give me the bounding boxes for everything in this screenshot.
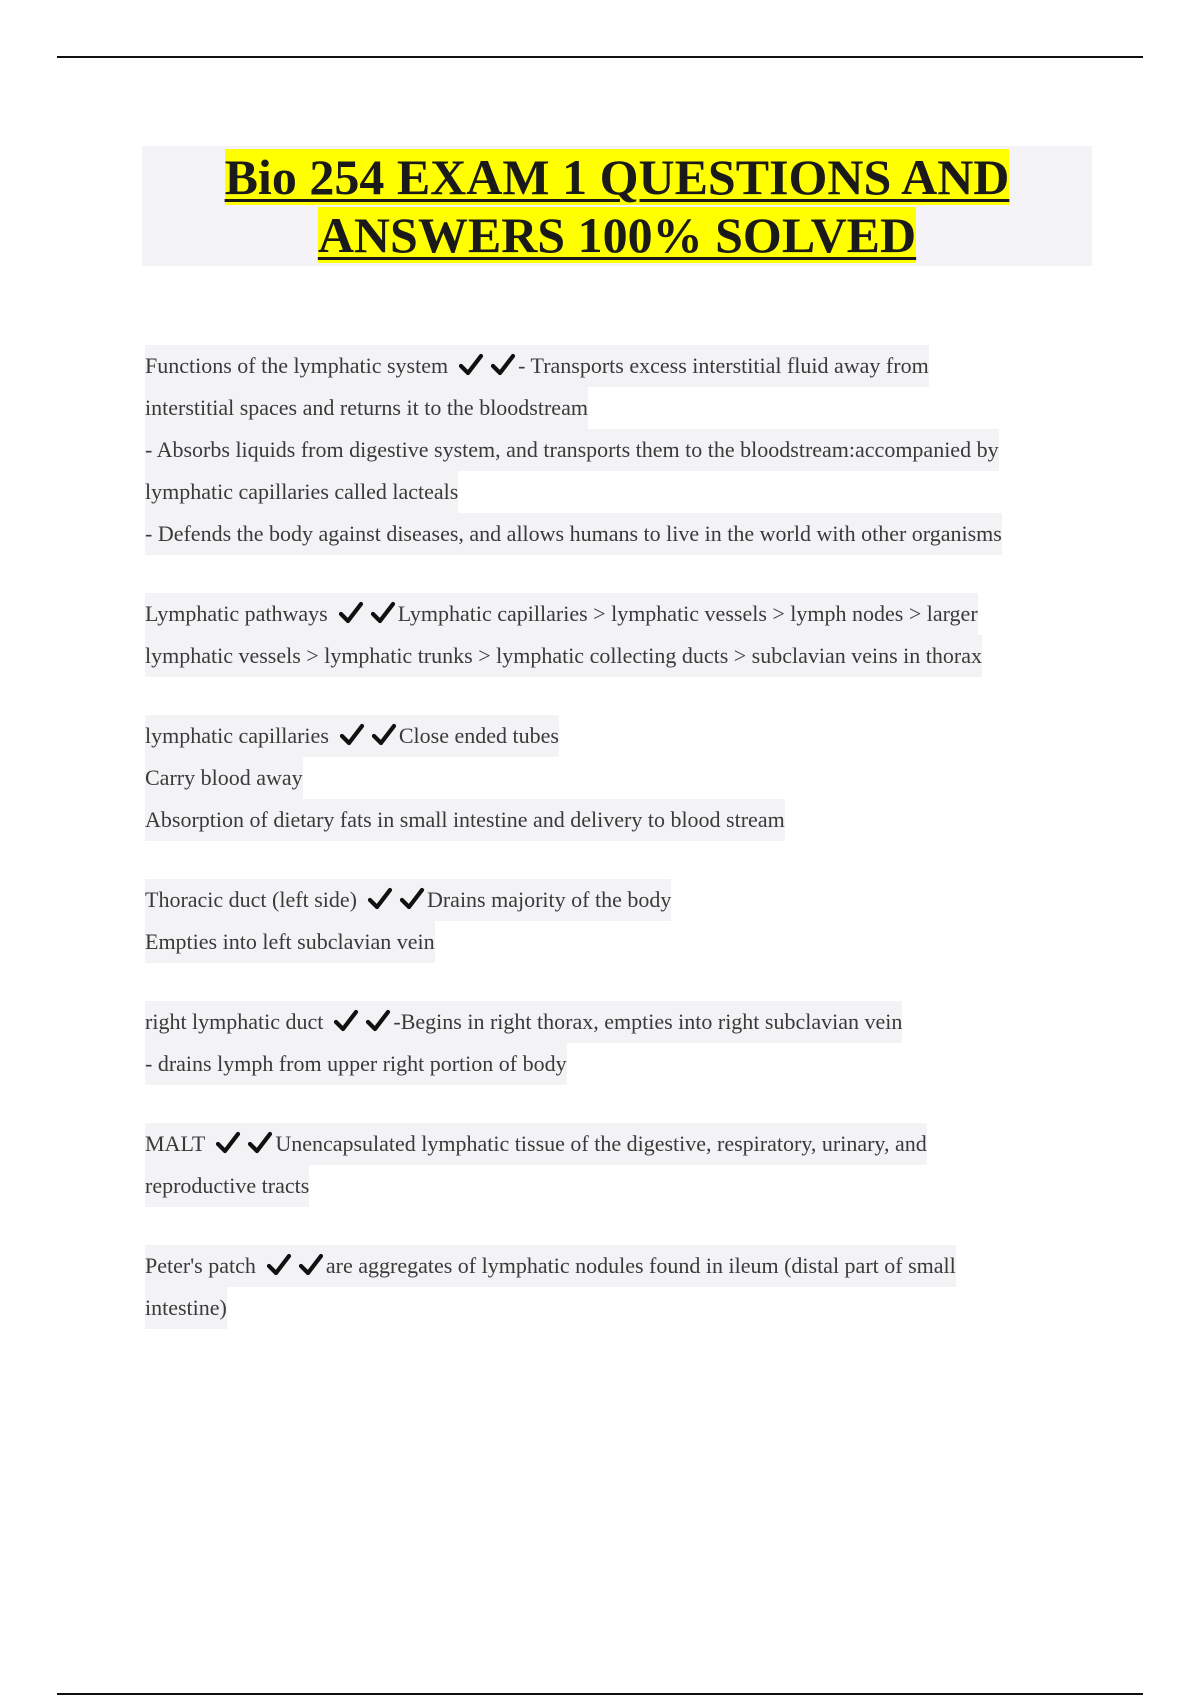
question-text: lymphatic capillaries	[145, 723, 329, 748]
question-text: right lymphatic duct	[145, 1009, 324, 1034]
qa-item	[145, 1245, 1095, 1329]
answer-text: -Begins in right thorax, empties into right subclavian vein	[393, 1009, 903, 1034]
qa-first-line	[145, 593, 978, 635]
answer-line: reproductive tracts	[145, 1165, 309, 1207]
answer-text: - Transports excess interstitial fluid away from	[518, 353, 929, 378]
check-mark-icon	[266, 1252, 292, 1278]
check-mark-icon	[370, 600, 396, 626]
qa-first-line	[145, 1123, 927, 1165]
qa-list	[145, 345, 1095, 1367]
check-mark-icon	[247, 1130, 273, 1156]
check-mark-icon	[367, 886, 393, 912]
qa-first-line	[145, 879, 671, 921]
qa-first-line	[145, 1245, 956, 1287]
answer-text: Unencapsulated lymphatic tissue of the digestive, respiratory, urinary, and	[275, 1131, 927, 1156]
bottom-rule	[57, 1693, 1143, 1695]
answer-text: Lymphatic capillaries > lymphatic vessels > lymph nodes > larger	[397, 601, 978, 626]
top-rule	[57, 56, 1143, 58]
check-mark-icon	[458, 352, 484, 378]
title-block	[142, 146, 1092, 266]
page-title-line-2	[142, 206, 1092, 264]
check-mark-icon	[338, 600, 364, 626]
answer-line: Empties into left subclavian vein	[145, 921, 435, 963]
page-title-line-1	[142, 148, 1092, 206]
answer-line: Absorption of dietary fats in small intestine and delivery to blood stream	[145, 799, 785, 841]
qa-item	[145, 1001, 1095, 1085]
check-mark-icon	[298, 1252, 324, 1278]
answer-line: intestine)	[145, 1287, 227, 1329]
check-mark-icon	[399, 886, 425, 912]
answer-line: lymphatic vessels > lymphatic trunks > lymphatic collecting ducts > subclavian veins in thorax	[145, 635, 982, 677]
qa-first-line	[145, 345, 929, 387]
question-text: Thoracic duct (left side)	[145, 887, 357, 912]
qa-item	[145, 715, 1095, 841]
check-mark-icon	[333, 1008, 359, 1034]
qa-item	[145, 879, 1095, 963]
question-text: Lymphatic pathways	[145, 601, 328, 626]
question-text: Peter's patch	[145, 1253, 256, 1278]
check-mark-icon	[365, 1008, 391, 1034]
check-mark-icon	[339, 722, 365, 748]
qa-first-line	[145, 1001, 902, 1043]
qa-item	[145, 593, 1095, 677]
question-text: MALT	[145, 1131, 206, 1156]
answer-text: Close ended tubes	[398, 723, 559, 748]
qa-first-line	[145, 715, 559, 757]
check-mark-icon	[371, 722, 397, 748]
check-mark-icon	[490, 352, 516, 378]
answer-line: - Defends the body against diseases, and allows humans to live in the world with other organisms	[145, 513, 1002, 555]
title-text-2: ANSWERS 100% SOLVED	[317, 207, 917, 263]
answer-text: Drains majority of the body	[426, 887, 672, 912]
answer-text: are aggregates of lymphatic nodules found in ileum (distal part of small	[325, 1253, 956, 1278]
answer-line: interstitial spaces and returns it to the bloodstream	[145, 387, 588, 429]
question-text: Functions of the lymphatic system	[145, 353, 449, 378]
answer-line: - Absorbs liquids from digestive system, and transports them to the bloodstream:accompanied by	[145, 429, 999, 471]
check-mark-icon	[215, 1130, 241, 1156]
answer-line: Carry blood away	[145, 757, 303, 799]
qa-item	[145, 345, 1095, 555]
answer-line: lymphatic capillaries called lacteals	[145, 471, 458, 513]
title-text-1: Bio 254 EXAM 1 QUESTIONS AND	[224, 149, 1010, 205]
qa-item	[145, 1123, 1095, 1207]
answer-line: - drains lymph from upper right portion of body	[145, 1043, 567, 1085]
